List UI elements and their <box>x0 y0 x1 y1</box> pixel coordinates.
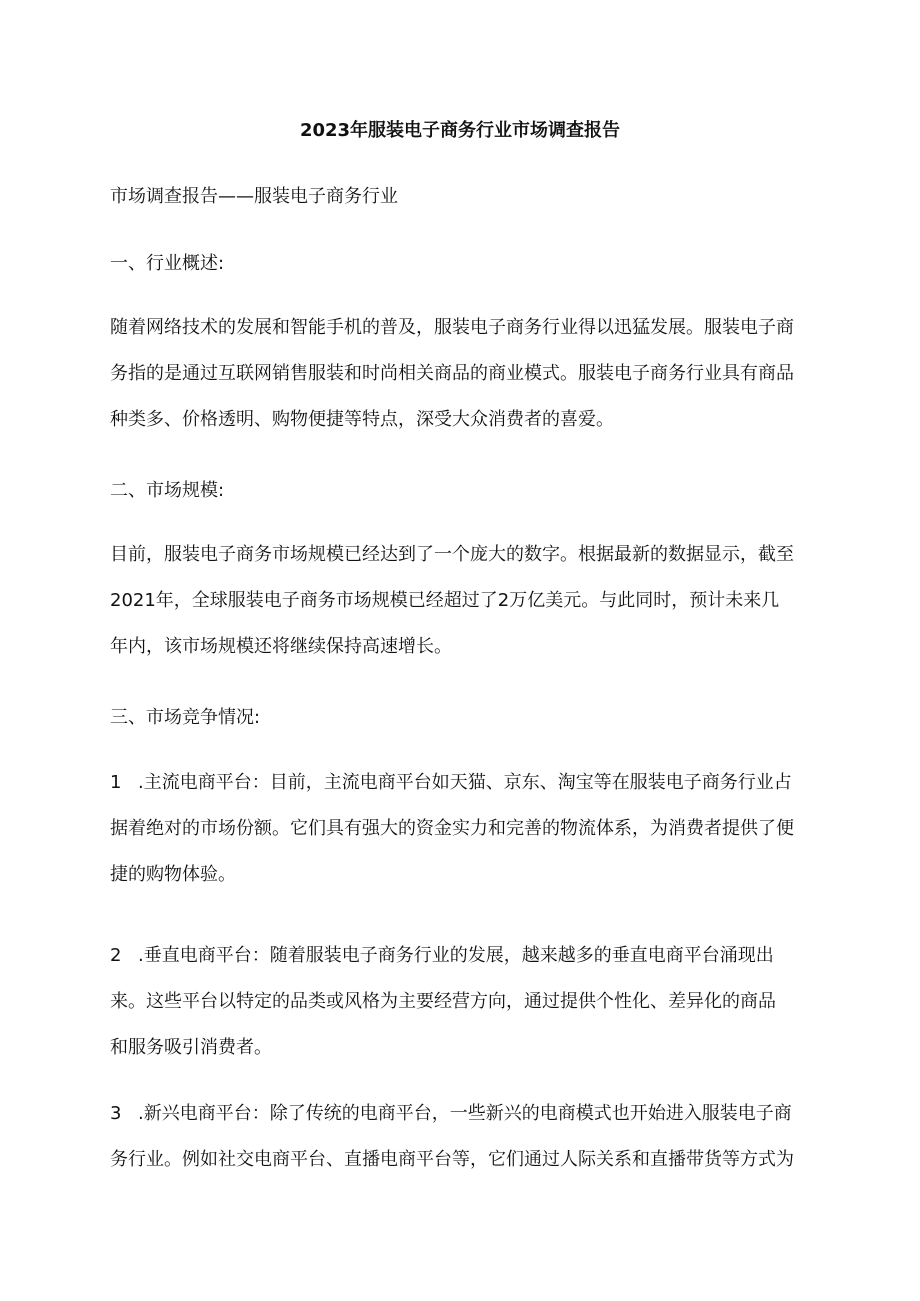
list-number: 2 <box>110 945 122 966</box>
paragraph-line: 据着绝对的市场份额。它们具有强大的资金实力和完善的物流体系，为消费者提供了便 <box>110 818 794 839</box>
paragraph-line: 目前，服装电子商务市场规模已经达到了一个庞大的数字。根据最新的数据显示，截至 <box>110 544 794 565</box>
list-number: 3 <box>110 1103 122 1124</box>
list-number: 1 <box>110 772 122 793</box>
list-item-mainstream-platforms <box>110 760 820 898</box>
section-heading-market-size: 二、市场规模: <box>110 480 225 501</box>
section-heading-overview: 一、行业概述: <box>110 253 225 274</box>
paragraph-line: 来。这些平台以特定的品类或风格为主要经营方向，通过提供个性化、差异化的商品 <box>110 991 776 1012</box>
paragraph-line: 种类多、价格透明、购物便捷等特点，深受大众消费者的喜爱。 <box>110 409 614 430</box>
paragraph-line: 务指的是通过互联网销售服装和时尚相关商品的商业模式。服装电子商务行业具有商品 <box>110 363 794 384</box>
paragraph-line: 务行业。例如社交电商平台、直播电商平台等，它们通过人际关系和直播带货等方式为 <box>110 1149 794 1170</box>
paragraph-line: 随着网络技术的发展和智能手机的普及，服装电子商务行业得以迅猛发展。服装电子商 <box>110 317 794 338</box>
paragraph-line <box>110 760 820 806</box>
document-title: 2023年服装电子商务行业市场调查报告 <box>299 120 621 141</box>
report-subtitle: 市场调查报告——服装电子商务行业 <box>110 186 398 207</box>
paragraph-line: 年内，该市场规模还将继续保持高速增长。 <box>110 636 452 657</box>
paragraph-line-text: .垂直电商平台：随着服装电子商务行业的发展，越来越多的垂直电商平台涌现出 <box>138 945 774 966</box>
paragraph-line-text: .主流电商平台：目前，主流电商平台如天猫、京东、淘宝等在服装电子商务行业占 <box>138 772 792 793</box>
section-paragraph-market-size <box>110 532 820 670</box>
section-heading-competition: 三、市场竞争情况: <box>110 707 261 728</box>
list-item-emerging-platforms <box>110 1091 820 1183</box>
paragraph-line: 捷的购物体验。 <box>110 864 236 885</box>
paragraph-line <box>110 933 820 979</box>
paragraph-line <box>110 1091 820 1137</box>
list-item-vertical-platforms <box>110 933 820 1071</box>
paragraph-line-text: .新兴电商平台：除了传统的电商平台，一些新兴的电商模式也开始进入服装电子商 <box>138 1103 792 1124</box>
section-paragraph-overview <box>110 305 820 443</box>
paragraph-line: 2021年，全球服装电子商务市场规模已经超过了2万亿美元。与此同时，预计未来几 <box>110 590 780 611</box>
paragraph-line: 和服务吸引消费者。 <box>110 1037 272 1058</box>
